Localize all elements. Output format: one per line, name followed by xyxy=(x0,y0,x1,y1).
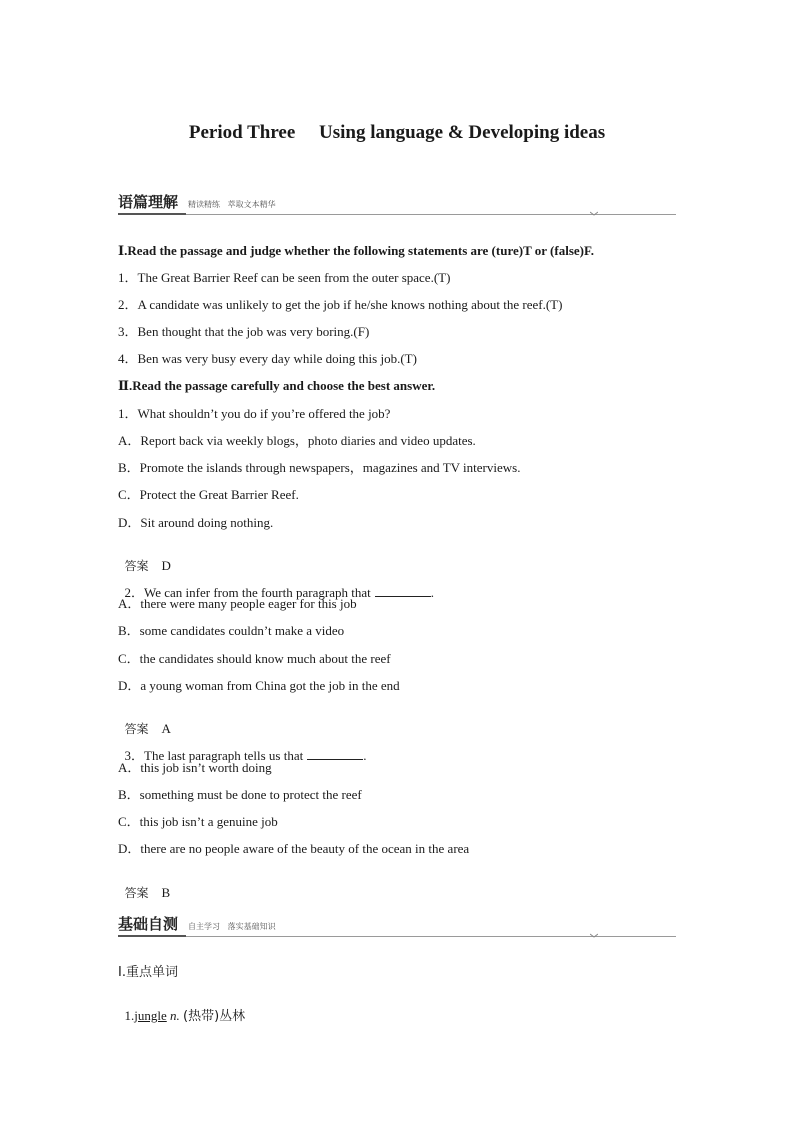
section-header-basics xyxy=(118,913,678,937)
answer-value: B xyxy=(161,885,171,900)
vocab-word: jungle xyxy=(134,1008,167,1023)
question-stem: 3．The last paragraph tells us that xyxy=(124,748,304,763)
rule-notch-icon xyxy=(590,932,598,938)
option-item: D．Sit around doing nothing. xyxy=(118,515,274,530)
answer-label: 答案 xyxy=(124,559,149,573)
answer-blank xyxy=(307,749,363,760)
vocab-number: 1. xyxy=(124,1008,135,1023)
section-header-reading xyxy=(118,191,678,215)
section-subtitle: 精读精练 萃取文本精华 xyxy=(188,200,276,209)
option-item: C．Protect the Great Barrier Reef. xyxy=(118,487,299,502)
answer-blank xyxy=(375,586,431,597)
part2-heading: Ⅱ.Read the passage carefully and choose the best answer. xyxy=(118,378,436,393)
answer-line xyxy=(118,869,170,901)
answer-value: D xyxy=(161,558,171,573)
section-rule-thick xyxy=(118,935,186,937)
option-item: C．the candidates should know much about the reef xyxy=(118,651,391,666)
statement-item: 4．Ben was very busy every day while doing this job.(T) xyxy=(118,351,417,366)
question-stem: 2．We can infer from the fourth paragraph that xyxy=(124,585,371,600)
option-item: A．this job isn’t worth doing xyxy=(118,760,272,775)
part1-heading: Ⅰ.Read the passage and judge whether the following statements are (ture)T or (false)F. xyxy=(118,243,594,258)
section-subtitle: 自主学习 落实基础知识 xyxy=(188,922,276,931)
vocab-pos: n. xyxy=(170,1008,180,1023)
option-item: B．Promote the islands through newspapers，magazines and TV interviews. xyxy=(118,460,521,475)
option-item: D．a young woman from China got the job in the end xyxy=(118,678,400,693)
option-item: D．there are no people aware of the beauty of the ocean in the area xyxy=(118,841,470,856)
statement-item: 3．Ben thought that the job was very boring.(F) xyxy=(118,324,370,339)
section-heading: 语篇理解 xyxy=(118,193,179,211)
statement-item: 2．A candidate was unlikely to get the job if he/she knows nothing about the reef.(T) xyxy=(118,297,563,312)
option-item: C．this job isn’t a genuine job xyxy=(118,814,278,829)
page-title: Period Three Using language & Developing ideas xyxy=(188,122,606,143)
option-item: B．some candidates couldn’t make a video xyxy=(118,623,345,638)
option-item: A．there were many people eager for this job xyxy=(118,596,357,611)
section-rule-thin xyxy=(186,936,676,937)
option-item: B．something must be done to protect the reef xyxy=(118,787,362,802)
vocab-item xyxy=(118,992,245,1025)
statement-item: 1．The Great Barrier Reef can be seen from the outer space.(T) xyxy=(118,270,451,285)
question-stem-line: 3．The last paragraph tells us that . xyxy=(124,748,367,763)
section-heading: 基础自测 xyxy=(118,915,179,933)
question-stem-line: 2．We can infer from the fourth paragraph that . xyxy=(124,585,434,600)
answer-label: 答案 xyxy=(124,886,149,900)
option-item: A．Report back via weekly blogs，photo diaries and video updates. xyxy=(118,433,476,448)
part3-heading: Ⅰ.重点单词 xyxy=(118,965,178,980)
answer-label: 答案 xyxy=(124,722,149,736)
section-rule-thin xyxy=(186,214,676,215)
answer-value: A xyxy=(161,721,171,736)
rule-notch-icon xyxy=(590,210,598,216)
vocab-meaning: (热带)丛林 xyxy=(183,1009,246,1024)
question-stem: 1．What shouldn’t you do if you’re offered the job? xyxy=(118,406,391,421)
section-rule-thick xyxy=(118,213,186,215)
